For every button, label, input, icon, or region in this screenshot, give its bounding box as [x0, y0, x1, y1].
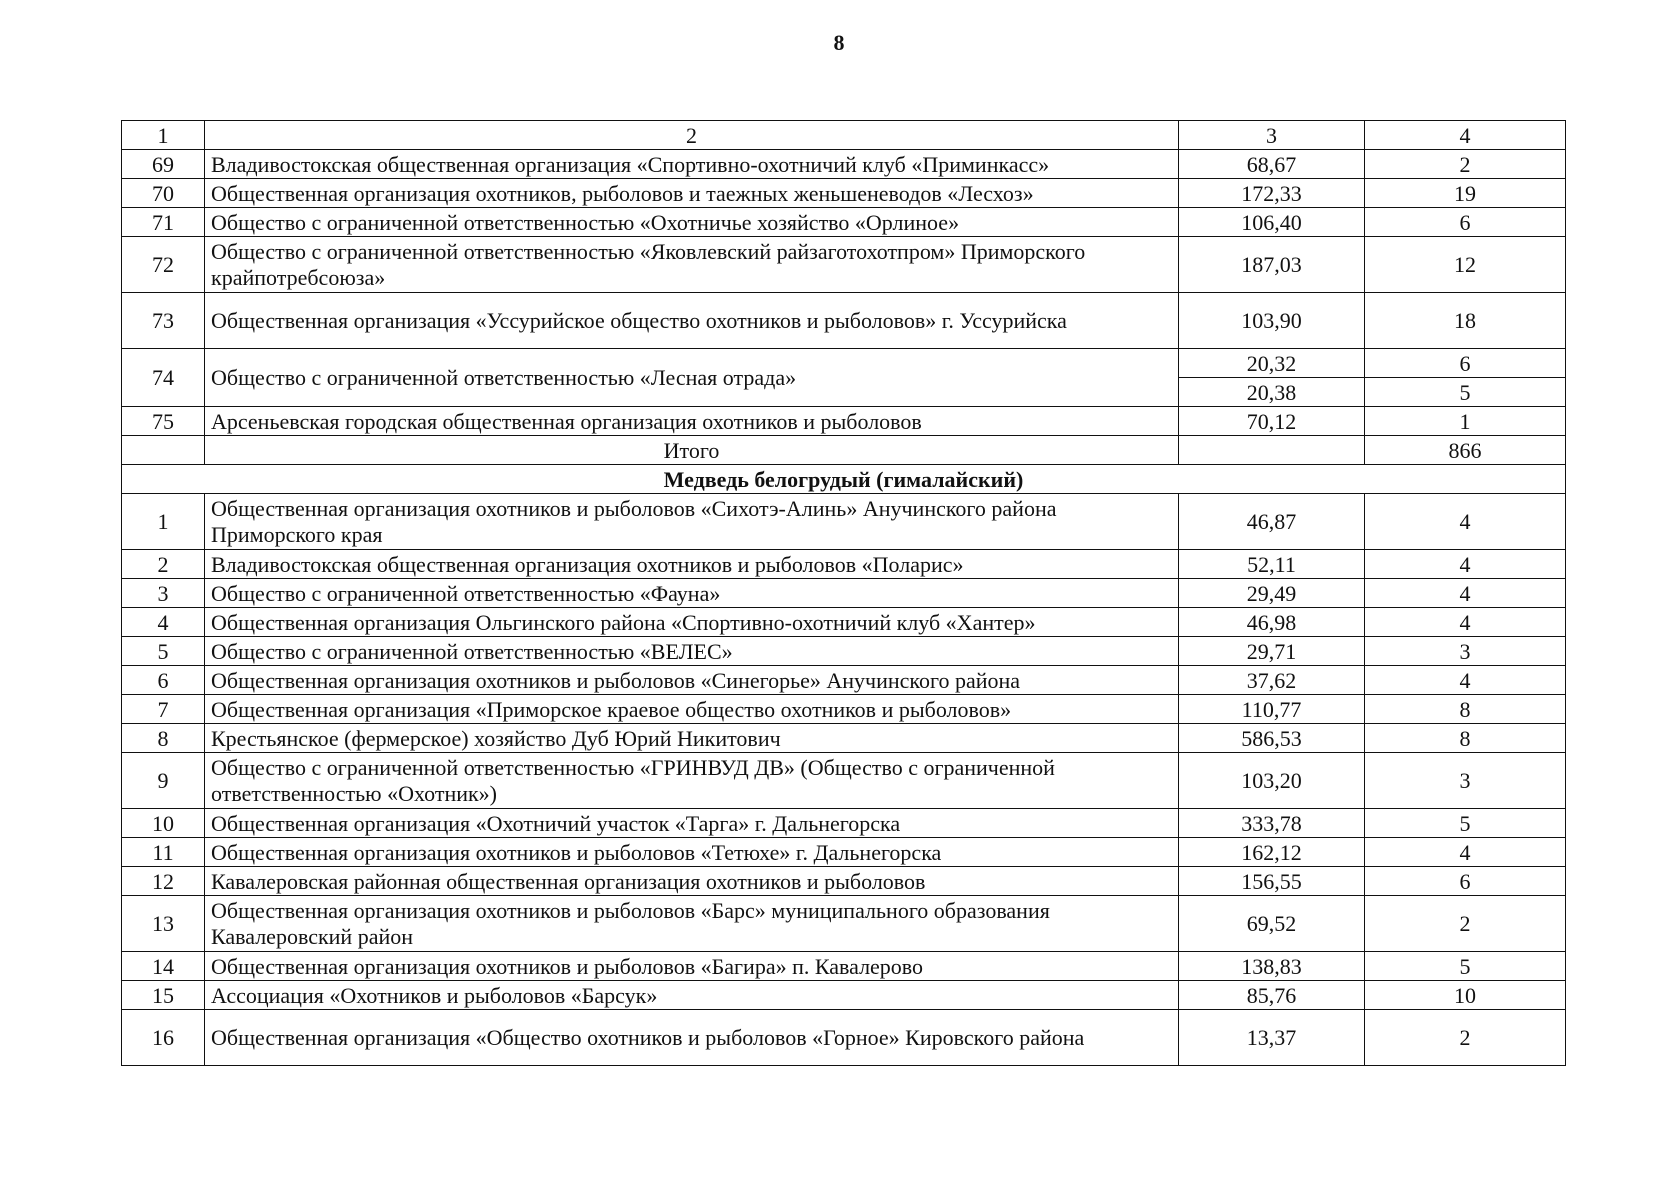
area-value: 68,67 [1179, 150, 1365, 179]
organization-name: Крестьянское (фермерское) хозяйство Дуб Юрий Никитович [205, 724, 1179, 753]
row-number: 8 [122, 724, 205, 753]
organization-name: Владивостокская общественная организация «Спортивно-охотничий клуб «Приминкасс» [205, 150, 1179, 179]
count-value: 8 [1365, 724, 1566, 753]
section-header-row [122, 465, 1566, 494]
column-number-row [122, 121, 1566, 150]
organization-name: Общественная организация охотников и рыболовов «Барс» муниципального образования Кавалеровский район [205, 896, 1179, 952]
count-value: 1 [1365, 407, 1566, 436]
table-row [122, 1010, 1566, 1066]
count-value: 6 [1365, 208, 1566, 237]
row-number: 7 [122, 695, 205, 724]
table-row [122, 494, 1566, 550]
row-number: 75 [122, 407, 205, 436]
table-row [122, 179, 1566, 208]
count-value: 4 [1365, 666, 1566, 695]
row-number: 2 [122, 550, 205, 579]
row-number: 73 [122, 293, 205, 349]
area-value: 103,20 [1179, 753, 1365, 809]
organization-name: Арсеньевская городская общественная организация охотников и рыболовов [205, 407, 1179, 436]
organization-name: Владивостокская общественная организация охотников и рыболовов «Поларис» [205, 550, 1179, 579]
row-number: 14 [122, 952, 205, 981]
area-value: 333,78 [1179, 809, 1365, 838]
count-value: 5 [1365, 809, 1566, 838]
area-value: 69,52 [1179, 896, 1365, 952]
table-row [122, 208, 1566, 237]
table-row [122, 666, 1566, 695]
table-row [122, 753, 1566, 809]
table-row [122, 293, 1566, 349]
count-value: 3 [1365, 753, 1566, 809]
area-value: 70,12 [1179, 407, 1365, 436]
empty-cell [1179, 436, 1365, 465]
area-value: 106,40 [1179, 208, 1365, 237]
table-row [122, 550, 1566, 579]
table-row [122, 867, 1566, 896]
count-value: 8 [1365, 695, 1566, 724]
organization-name: Общество с ограниченной ответственностью «ГРИНВУД ДВ» (Общество с ограниченной ответственностью «Охотник») [205, 753, 1179, 809]
table-row [122, 896, 1566, 952]
area-value: 13,37 [1179, 1010, 1365, 1066]
section-title: Медведь белогрудый (гималайский) [122, 465, 1566, 494]
organization-name: Общество с ограниченной ответственностью «Фауна» [205, 579, 1179, 608]
count-value: 5 [1365, 952, 1566, 981]
area-value: 46,87 [1179, 494, 1365, 550]
organization-name: Общественная организация охотников и рыболовов «Тетюхе» г. Дальнегорска [205, 838, 1179, 867]
table-row [122, 349, 1566, 378]
area-value: 52,11 [1179, 550, 1365, 579]
area-value: 187,03 [1179, 237, 1365, 293]
table-row [122, 637, 1566, 666]
column-number: 4 [1365, 121, 1566, 150]
row-number: 3 [122, 579, 205, 608]
row-number: 10 [122, 809, 205, 838]
page-number: 8 [833, 30, 845, 55]
area-value: 138,83 [1179, 952, 1365, 981]
count-value: 6 [1365, 867, 1566, 896]
count-value: 6 [1365, 349, 1566, 378]
area-value: 37,62 [1179, 666, 1365, 695]
count-value: 18 [1365, 293, 1566, 349]
row-number: 9 [122, 753, 205, 809]
organization-name: Общество с ограниченной ответственностью «Лесная отрада» [205, 349, 1179, 407]
count-value: 10 [1365, 981, 1566, 1010]
area-value: 85,76 [1179, 981, 1365, 1010]
count-value: 2 [1365, 150, 1566, 179]
hunting-quota-table [121, 120, 1566, 1066]
area-value: 156,55 [1179, 867, 1365, 896]
column-number: 2 [205, 121, 1179, 150]
area-value: 586,53 [1179, 724, 1365, 753]
area-value: 103,90 [1179, 293, 1365, 349]
row-number: 12 [122, 867, 205, 896]
row-number: 69 [122, 150, 205, 179]
organization-name: Общественная организация «Охотничий участок «Тарга» г. Дальнегорска [205, 809, 1179, 838]
table-row [122, 981, 1566, 1010]
organization-name: Общественная организация охотников и рыболовов «Синегорье» Анучинского района [205, 666, 1179, 695]
organization-name: Общество с ограниченной ответственностью «Яковлевский райзаготохотпром» Приморского крайпотребсоюза» [205, 237, 1179, 293]
area-value: 20,38 [1179, 378, 1365, 407]
organization-name: Общественная организация охотников, рыболовов и таежных женьшеневодов «Лесхоз» [205, 179, 1179, 208]
area-value: 162,12 [1179, 838, 1365, 867]
total-value: 866 [1365, 436, 1566, 465]
count-value: 2 [1365, 1010, 1566, 1066]
organization-name: Общество с ограниченной ответственностью «ВЕЛЕС» [205, 637, 1179, 666]
table-row [122, 407, 1566, 436]
count-value: 19 [1365, 179, 1566, 208]
total-label: Итого [205, 436, 1179, 465]
area-value: 46,98 [1179, 608, 1365, 637]
table-row [122, 579, 1566, 608]
organization-name: Общественная организация охотников и рыболовов «Багира» п. Кавалерово [205, 952, 1179, 981]
count-value: 2 [1365, 896, 1566, 952]
count-value: 3 [1365, 637, 1566, 666]
empty-cell [122, 436, 205, 465]
organization-name: Общественная организация «Общество охотников и рыболовов «Горное» Кировского района [205, 1010, 1179, 1066]
area-value: 29,49 [1179, 579, 1365, 608]
table-row [122, 724, 1566, 753]
area-value: 172,33 [1179, 179, 1365, 208]
table-row [122, 695, 1566, 724]
count-value: 4 [1365, 494, 1566, 550]
organization-name: Общественная организация охотников и рыболовов «Сихотэ-Алинь» Анучинского района Приморского края [205, 494, 1179, 550]
total-row [122, 436, 1566, 465]
organization-name: Общественная организация «Уссурийское общество охотников и рыболовов» г. Уссурийска [205, 293, 1179, 349]
area-value: 110,77 [1179, 695, 1365, 724]
organization-name: Общество с ограниченной ответственностью «Охотничье хозяйство «Орлиное» [205, 208, 1179, 237]
row-number: 6 [122, 666, 205, 695]
row-number: 74 [122, 349, 205, 407]
organization-name: Общественная организация «Приморское краевое общество охотников и рыболовов» [205, 695, 1179, 724]
column-number: 3 [1179, 121, 1365, 150]
table-row [122, 952, 1566, 981]
count-value: 12 [1365, 237, 1566, 293]
table-row [122, 809, 1566, 838]
area-value: 20,32 [1179, 349, 1365, 378]
organization-name: Ассоциация «Охотников и рыболовов «Барсук» [205, 981, 1179, 1010]
row-number: 1 [122, 494, 205, 550]
row-number: 71 [122, 208, 205, 237]
area-value: 29,71 [1179, 637, 1365, 666]
row-number: 11 [122, 838, 205, 867]
count-value: 4 [1365, 608, 1566, 637]
table-row [122, 237, 1566, 293]
row-number: 70 [122, 179, 205, 208]
table-row [122, 838, 1566, 867]
count-value: 4 [1365, 579, 1566, 608]
row-number: 5 [122, 637, 205, 666]
row-number: 4 [122, 608, 205, 637]
row-number: 13 [122, 896, 205, 952]
count-value: 4 [1365, 550, 1566, 579]
count-value: 5 [1365, 378, 1566, 407]
row-number: 72 [122, 237, 205, 293]
row-number: 15 [122, 981, 205, 1010]
column-number: 1 [122, 121, 205, 150]
organization-name: Кавалеровская районная общественная организация охотников и рыболовов [205, 867, 1179, 896]
organization-name: Общественная организация Ольгинского района «Спортивно-охотничий клуб «Хантер» [205, 608, 1179, 637]
count-value: 4 [1365, 838, 1566, 867]
table-row [122, 150, 1566, 179]
row-number: 16 [122, 1010, 205, 1066]
table-row [122, 608, 1566, 637]
